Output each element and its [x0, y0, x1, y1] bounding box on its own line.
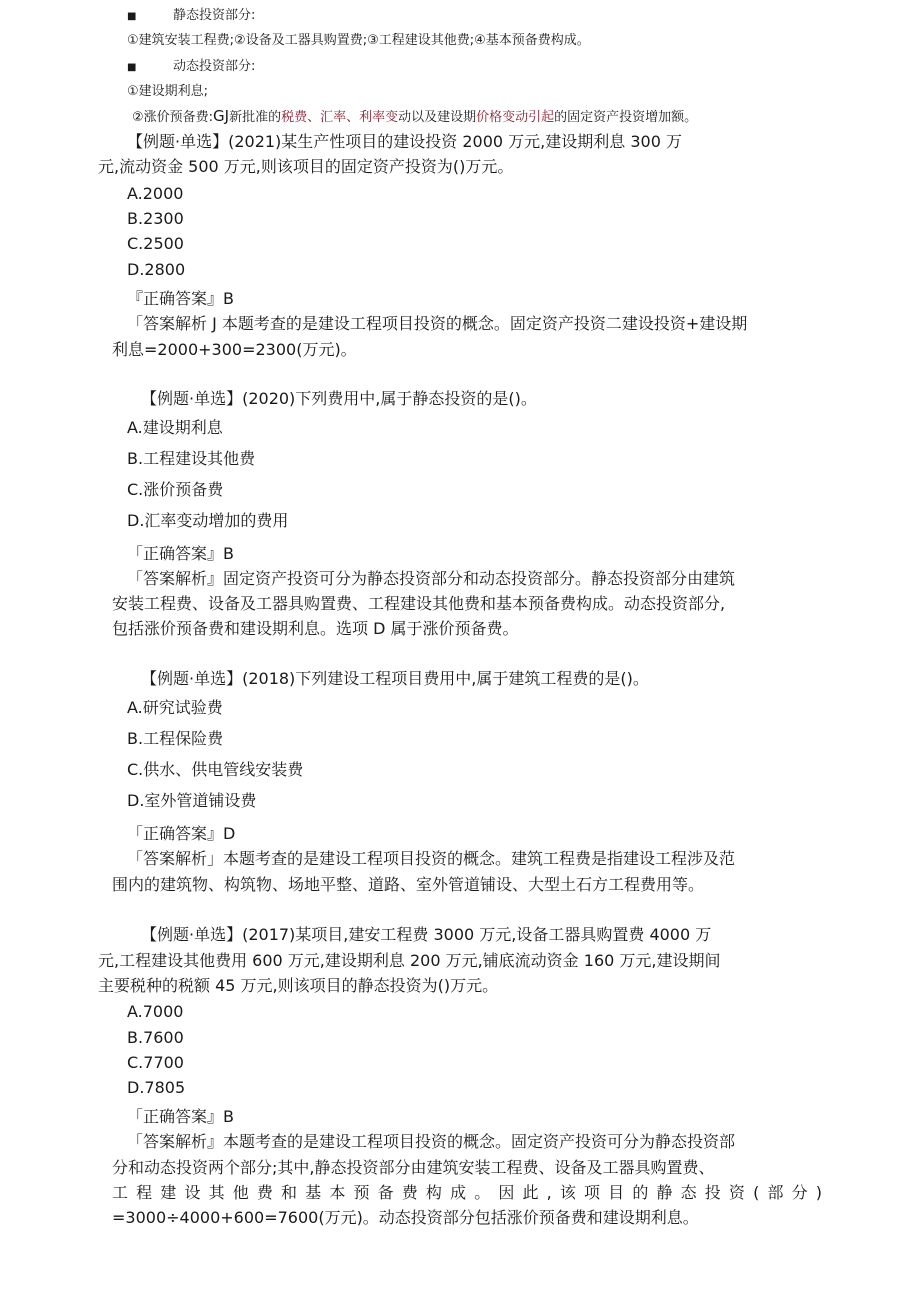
q4-option-d: D.7805 — [127, 1078, 186, 1097]
q4-stem-line-3: 主要税种的税额 45 万元,则该项目的静态投资为()万元。 — [98, 976, 499, 995]
q4-stem-line-2: 元,工程建设其他费用 600 万元,建设期利息 200 万元,铺底流动资金 160 万元,建设期间 — [98, 951, 721, 970]
dynamic-item-2-text-b: 动以及建设期 — [398, 110, 477, 125]
static-heading: 静态投资部分: — [173, 8, 256, 23]
q3-option-a: A.研究试验费 — [127, 698, 223, 717]
q2-analysis-line-2: 安装工程费、设备及工器具购置费、工程建设其他费和基本预备费构成。动态投资部分, — [112, 594, 726, 613]
dynamic-item-2-text-a: 新批准的 — [229, 110, 282, 125]
q1-option-c: C.2500 — [127, 234, 184, 253]
q4-analysis-line-2: 分和动态投资两个部分;其中,静态投资部分由建筑安装工程费、设备及工器具购置费、 — [112, 1158, 715, 1177]
q2-stem-line-1: 【例题·单选】(2020)下列费用中,属于静态投资的是()。 — [141, 389, 537, 408]
q3-option-c: C.供水、供电管线安装费 — [127, 760, 304, 779]
highlight-tax-rate: 税费、汇率、利率变 — [281, 110, 399, 125]
q3-analysis-line-2: 围内的建筑物、构筑物、场地平整、道路、室外管道铺设、大型土石方工程费用等。 — [112, 875, 705, 894]
q2-option-a: A.建设期利息 — [127, 418, 223, 437]
q1-stem-line-1: 【例题·单选】(2021)某生产性项目的建设投资 2000 万元,建设期利息 300 万 — [127, 132, 682, 151]
highlight-price-change: 价格变动引起 — [476, 110, 555, 125]
q1-option-d: D.2800 — [127, 260, 186, 279]
q3-option-b: B.工程保险费 — [127, 729, 224, 748]
q1-stem-line-2: 元,流动资金 500 万元,则该项目的固定资产投资为()万元。 — [98, 157, 514, 176]
dynamic-item-2 — [132, 109, 697, 124]
q1-analysis-line-1: 「答案解析 J 本题考查的是建设工程项目投资的概念。固定资产投资二建设投资+建设期 — [127, 314, 748, 333]
q4-analysis-line-4: =3000÷4000+600=7600(万元)。动态投资部分包括涨价预备费和建设期利息。 — [112, 1208, 699, 1227]
dynamic-heading: 动态投资部分: — [173, 59, 256, 74]
q1-analysis-line-2: 利息=2000+300=2300(万元)。 — [112, 340, 357, 359]
q4-option-c: C.7700 — [127, 1053, 184, 1072]
q4-analysis-line-3: 工程建设其他费和基本预备费构成。因此,该项目的静态投资(部分) — [112, 1183, 822, 1202]
q2-option-b: B.工程建设其他费 — [127, 449, 256, 468]
bullet-icon: ■ — [127, 11, 137, 22]
q2-analysis-line-1: 「答案解析』固定资产投资可分为静态投资部分和动态投资部分。静态投资部分由建筑 — [127, 569, 736, 588]
q2-option-d: D.汇率变动增加的费用 — [127, 511, 289, 530]
q3-option-d: D.室外管道铺设费 — [127, 791, 257, 810]
q4-answer: 「正确答案』B — [127, 1107, 234, 1126]
q2-answer: 「正确答案』B — [127, 544, 234, 563]
dynamic-item-1: ①建设期利息; — [127, 84, 209, 99]
q3-stem-line-1: 【例题·单选】(2018)下列建设工程项目费用中,属于建筑工程费的是()。 — [141, 669, 649, 688]
q4-analysis-line-1: 「答案解析』本题考查的是建设工程项目投资的概念。固定资产投资可分为静态投资部 — [127, 1132, 736, 1151]
q3-answer: 「正确答案』D — [127, 824, 236, 843]
gj-label: GJ — [213, 107, 230, 125]
q4-stem-line-1: 【例题·单选】(2017)某项目,建安工程费 3000 万元,设备工器具购置费 4000 万 — [141, 925, 712, 944]
q4-option-a: A.7000 — [127, 1002, 184, 1021]
bullet-icon: ■ — [127, 62, 137, 73]
q2-option-c: C.涨价预备费 — [127, 480, 224, 499]
q1-option-b: B.2300 — [127, 209, 184, 228]
q2-analysis-line-3: 包括涨价预备费和建设期利息。选项 D 属于涨价预备费。 — [112, 619, 519, 638]
q4-option-b: B.7600 — [127, 1028, 184, 1047]
dynamic-item-2-prefix: ②涨价预备费: — [132, 110, 214, 125]
q1-answer: 『正确答案』B — [127, 289, 234, 308]
q3-analysis-line-1: 「答案解析」本题考查的是建设工程项目投资的概念。建筑工程费是指建设工程涉及范 — [127, 849, 736, 868]
static-detail: ①建筑安装工程费;②设备及工器具购置费;③工程建设其他费;④基本预备费构成。 — [127, 33, 590, 48]
q1-option-a: A.2000 — [127, 184, 184, 203]
dynamic-item-2-text-c: 的固定资产投资增加额。 — [554, 110, 698, 125]
